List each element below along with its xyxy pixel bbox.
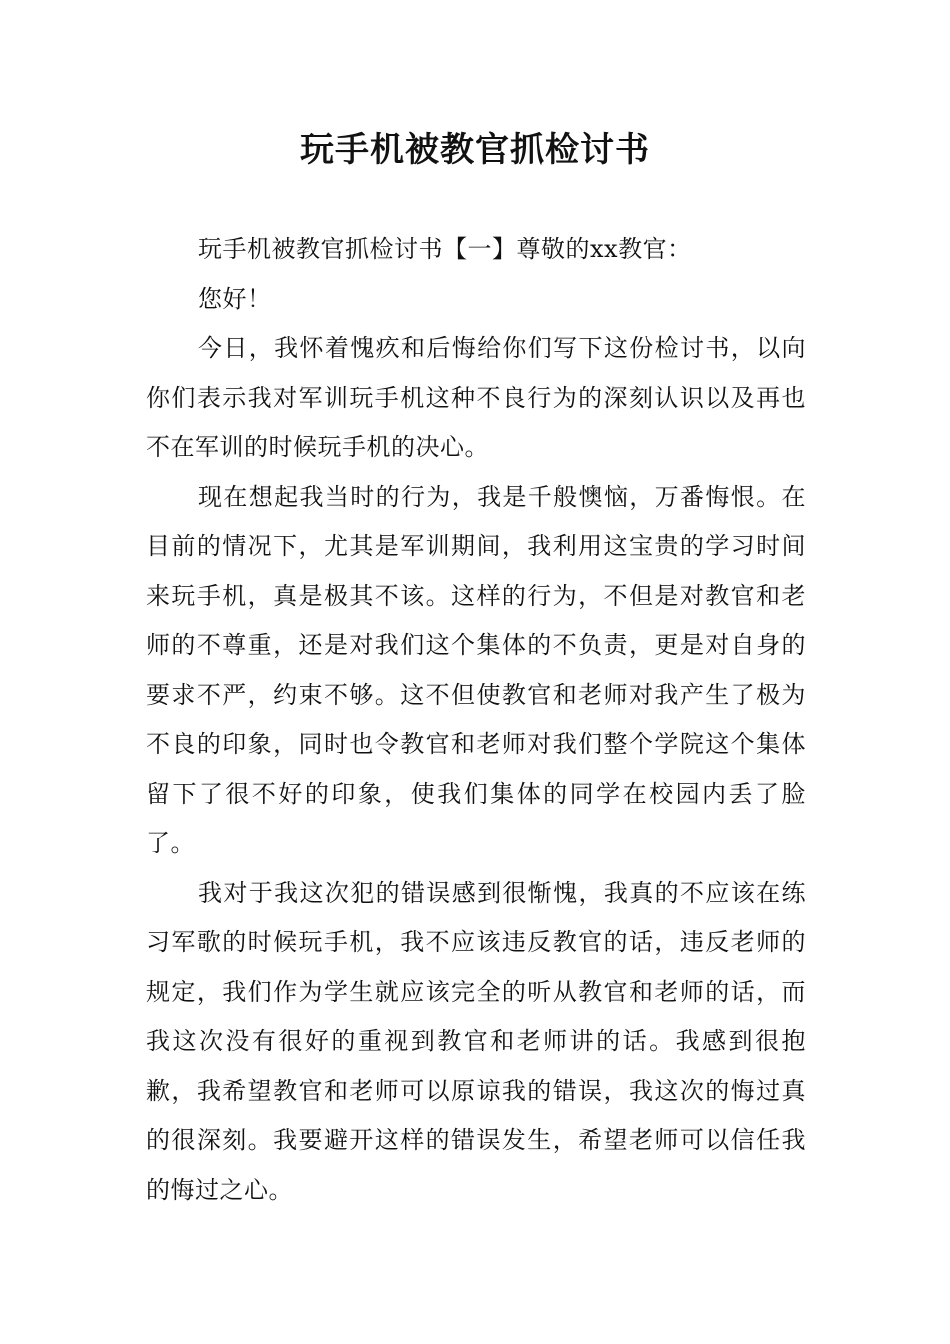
- paragraph-intro: 今日，我怀着愧疚和后悔给你们写下这份检讨书，以向你们表示我对军训玩手机这种不良行为的深刻认识以及再也不在军训的时候玩手机的决心。: [146, 334, 806, 461]
- salutation-line: 玩手机被教官抓检讨书【一】尊敬的xx教官：: [198, 235, 692, 263]
- paragraph-reflection: 现在想起我当时的行为，我是千般懊恼，万番悔恨。在目前的情况下，尤其是军训期间，我利用这宝贵的学习时间来玩手机，真是极其不该。这样的行为，不但是对教官和老师的不尊重，还是对我们这个集体的不负责，更是对自身的要求不严，约束不够。这不但使教官和老师对我产生了极为不良的印象，同时也令教官和老师对我们整个学院这个集体留下了很不好的印象，使我们集体的同学在校园内丢了脸了。: [146, 482, 806, 857]
- paragraph-apology: 我对于我这次犯的错误感到很惭愧，我真的不应该在练习军歌的时候玩手机，我不应该违反教官的话，违反老师的规定，我们作为学生就应该完全的听从教官和老师的话，而我这次没有很好的重视到教官和老师讲的话。我感到很抱歉，我希望教官和老师可以原谅我的错误，我这次的悔过真的很深刻。我要避开这样的错误发生，希望老师可以信任我的悔过之心。: [146, 878, 806, 1204]
- greeting-line: 您好！: [198, 284, 272, 313]
- document-title: 玩手机被教官抓检讨书: [300, 130, 650, 170]
- document-body: [146, 225, 806, 1215]
